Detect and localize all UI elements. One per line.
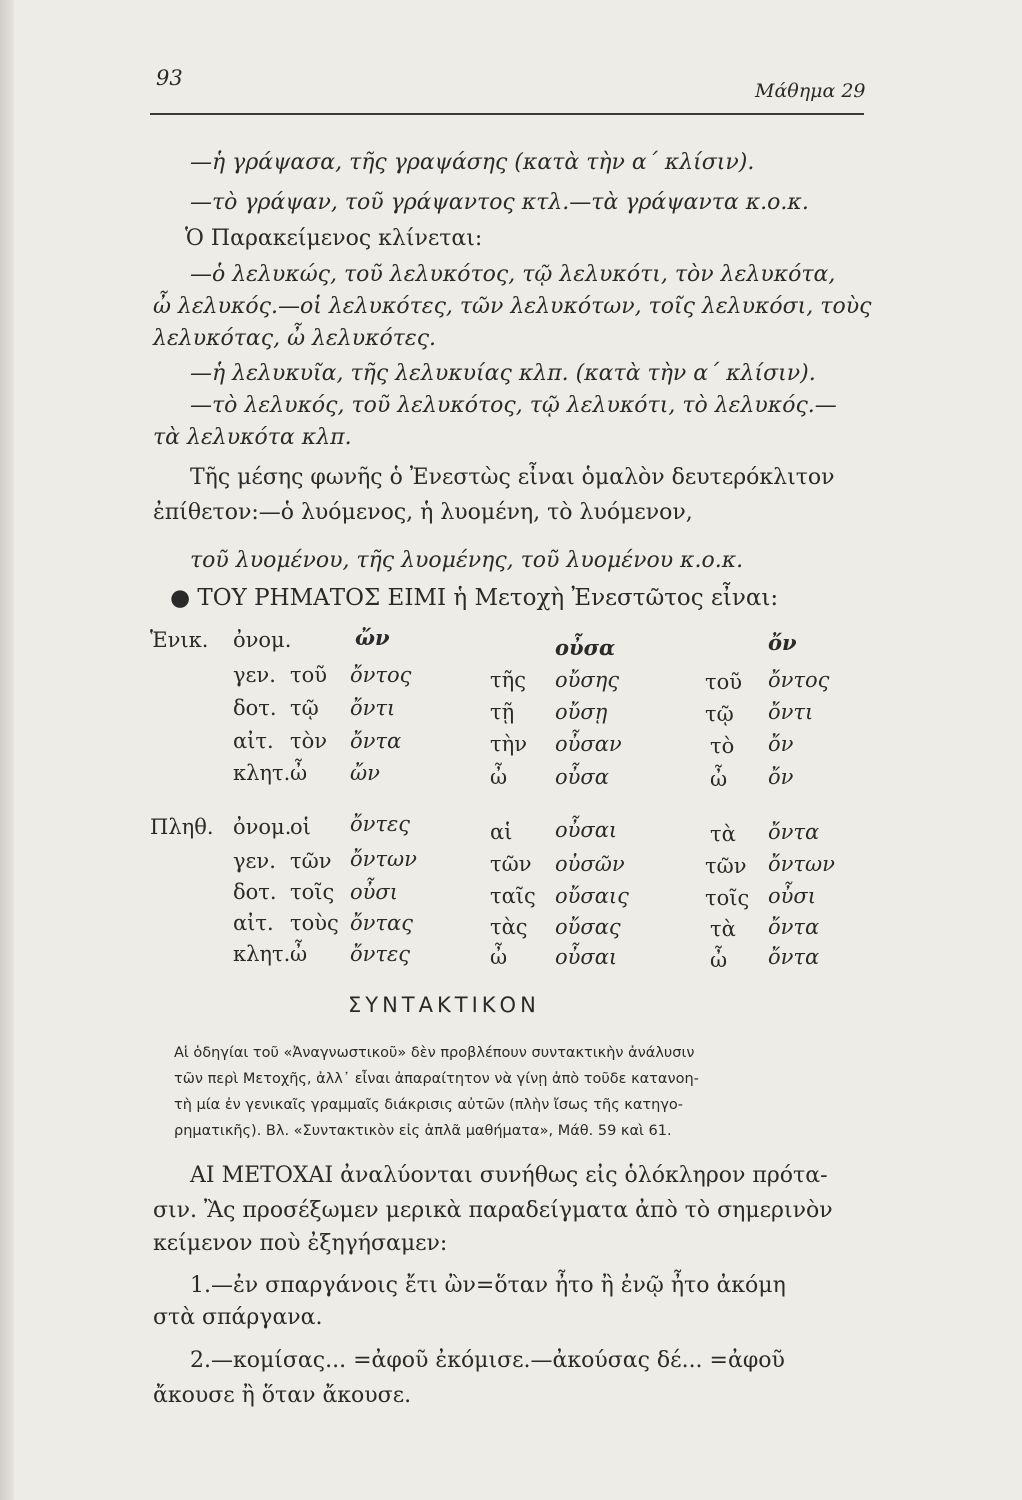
form-word: ὄντων bbox=[350, 847, 417, 871]
case-label: κλητ. bbox=[233, 761, 291, 785]
header-feminine: οὖσα bbox=[555, 635, 616, 660]
syntax-note-line: τῶν περὶ Μετοχῆς, ἀλλ᾿ εἶναι ἀπαραίτητον νὰ γίνῃ ἀπὸ τοῦδε κατανοη- bbox=[174, 1071, 699, 1087]
form-word: ὤν bbox=[350, 761, 380, 785]
header-neuter: ὄν bbox=[768, 630, 797, 655]
form-article: τοῖς bbox=[705, 886, 750, 910]
body-line: κείμενον ποὺ ἐξηγήσαμεν: bbox=[153, 1231, 448, 1256]
lesson-title: Μάθημα 29 bbox=[755, 80, 866, 102]
form-article: ὦ bbox=[710, 767, 728, 791]
form-word: ὄν bbox=[768, 732, 794, 756]
case-label: ὀνομ. bbox=[233, 628, 292, 652]
form-article: τὸ bbox=[710, 734, 735, 758]
form-article: τοῦ bbox=[705, 670, 743, 694]
form-word: οὔσας bbox=[555, 915, 621, 939]
form-article: τοῖς bbox=[290, 880, 335, 904]
case-label: αἰτ. bbox=[233, 911, 274, 935]
form-article: τὰς bbox=[490, 915, 528, 939]
text-line: λελυκότας, ὦ λελυκότες. bbox=[153, 326, 437, 351]
form-article: τὸν bbox=[290, 729, 328, 753]
form-article: τὴν bbox=[490, 732, 527, 756]
book-spine bbox=[0, 0, 14, 1500]
text-line: —ὁ λελυκώς, τοῦ λελυκότος, τῷ λελυκότι, τὸν λελυκότα, bbox=[190, 262, 836, 287]
text-line: —τὸ γράψαν, τοῦ γράψαντος κτλ.—τὰ γράψαντα κ.ο.κ. bbox=[190, 190, 809, 215]
form-article: ὦ bbox=[490, 765, 508, 789]
form-article: τῷ bbox=[705, 702, 734, 726]
plural-label: Πληθ. bbox=[150, 815, 214, 839]
form-article: ὦ bbox=[710, 948, 728, 972]
form-word: ὄντες bbox=[350, 942, 411, 966]
form-word: οὔσης bbox=[555, 668, 620, 692]
case-label: γεν. bbox=[233, 849, 276, 873]
case-label: αἰτ. bbox=[233, 729, 274, 753]
form-article: τὰ bbox=[710, 822, 736, 846]
singular-label: Ἑνικ. bbox=[150, 628, 209, 652]
form-word: ὄντα bbox=[768, 915, 820, 939]
form-word: ὄντας bbox=[350, 911, 413, 935]
form-word: οὔσαις bbox=[555, 884, 629, 908]
text-line: —ἡ λελυκυῖα, τῆς λελυκυίας κλπ. (κατὰ τὴν α΄ κλίσιν). bbox=[190, 361, 816, 386]
syntax-title: ΣΥΝΤΑΚΤΙΚΟΝ bbox=[348, 993, 540, 1017]
case-label: δοτ. bbox=[233, 880, 277, 904]
form-word: ὄντες bbox=[350, 812, 411, 836]
body-line: 1.—ἐν σπαργάνοις ἔτι ὢν=ὅταν ἦτο ἢ ἐνῷ ἦτο ἀκόμη bbox=[190, 1273, 786, 1298]
text-line: —τὸ λελυκός, τοῦ λελυκότος, τῷ λελυκότι, τὸ λελυκός.— bbox=[190, 393, 837, 418]
form-word: ὄντα bbox=[768, 820, 820, 844]
form-article: τοῦ bbox=[290, 663, 328, 687]
text-line: ἐπίθετον:—ὁ λυόμενος, ἡ λυομένη, τὸ λυόμενον, bbox=[153, 500, 693, 525]
form-word: οὖσαι bbox=[555, 945, 618, 969]
form-article: ὦ bbox=[490, 945, 508, 969]
form-word: ὄντι bbox=[350, 696, 396, 720]
form-word: ὄντων bbox=[768, 852, 835, 876]
body-line: σιν. Ἂς προσέξωμεν μερικὰ παραδείγματα ἀπὸ τὸ σημερινὸν bbox=[153, 1198, 833, 1223]
body-line: ΑΙ ΜΕΤΟΧΑΙ ἀναλύονται συνήθως εἰς ὁλόκληρον πρότα- bbox=[190, 1163, 828, 1188]
form-word: ὄντι bbox=[768, 700, 814, 724]
case-label: γεν. bbox=[233, 663, 276, 687]
syntax-note-line: Αἱ ὁδηγίαι τοῦ «Ἀναγνωστικοῦ» δὲν προβλέπουν συντακτικὴν ἀνάλυσιν bbox=[174, 1045, 695, 1061]
text-line: τοῦ λυομένου, τῆς λυομένης, τοῦ λυομένου κ.ο.κ. bbox=[190, 548, 744, 573]
form-word: ὄν bbox=[768, 765, 794, 789]
page-number: 93 bbox=[156, 66, 183, 90]
case-label: ὀνομ. bbox=[233, 815, 292, 839]
text-line: ὦ λελυκός.—οἱ λελυκότες, τῶν λελυκότων, τοῖς λελυκόσι, τοὺς bbox=[153, 294, 872, 319]
form-word: οὔσῃ bbox=[555, 700, 608, 724]
section-heading: ● ΤΟΥ ΡΗΜΑΤΟΣ ΕΙΜΙ ἡ Μετοχὴ Ἐνεστῶτος εἶναι: bbox=[170, 585, 779, 611]
form-word: ὄντα bbox=[768, 945, 820, 969]
form-word: οὐσῶν bbox=[555, 852, 625, 876]
form-article: οἱ bbox=[290, 815, 311, 839]
form-article: τῶν bbox=[290, 849, 332, 873]
form-article: τῆς bbox=[490, 668, 526, 692]
syntax-note-line: ρηματικῆς). Βλ. «Συντακτικὸν εἰς ἁπλᾶ μαθήματα», Μάθ. 59 καὶ 61. bbox=[174, 1123, 672, 1139]
form-article: ὦ bbox=[290, 942, 308, 966]
form-word: ὄντος bbox=[350, 663, 412, 687]
form-article: τὰ bbox=[710, 917, 736, 941]
form-article: τοὺς bbox=[290, 911, 339, 935]
form-article: τῶν bbox=[490, 852, 532, 876]
case-label: κλητ. bbox=[233, 942, 291, 966]
form-article: αἱ bbox=[490, 820, 513, 844]
form-word: οὖσι bbox=[768, 884, 816, 908]
form-article: ταῖς bbox=[490, 884, 536, 908]
form-word: οὖσα bbox=[555, 765, 609, 789]
form-word: ὄντος bbox=[768, 668, 830, 692]
text-line: Τῆς μέσης φωνῆς ὁ Ἐνεστὼς εἶναι ὁμαλὸν δευτερόκλιτον bbox=[190, 465, 835, 490]
form-word: ὄντα bbox=[350, 729, 402, 753]
form-word: οὖσι bbox=[350, 880, 398, 904]
form-article: ὦ bbox=[290, 761, 308, 785]
case-label: δοτ. bbox=[233, 696, 277, 720]
form-article: τῷ bbox=[290, 696, 319, 720]
header-masculine: ὤν bbox=[355, 625, 390, 650]
body-line: ἄκουσε ἢ ὅταν ἄκουσε. bbox=[153, 1383, 412, 1408]
form-word: οὖσαν bbox=[555, 732, 622, 756]
text-line: τὰ λελυκότα κλπ. bbox=[153, 425, 352, 450]
header-rule bbox=[150, 113, 864, 115]
form-word: οὖσαι bbox=[555, 818, 618, 842]
body-line: στὰ σπάργανα. bbox=[153, 1305, 323, 1330]
text-line: Ὁ Παρακείμενος κλίνεται: bbox=[185, 226, 483, 251]
text-line: —ἡ γράψασα, τῆς γραψάσης (κατὰ τὴν α΄ κλίσιν). bbox=[190, 150, 755, 175]
form-article: τῶν bbox=[705, 854, 747, 878]
body-line: 2.—κομίσας... =ἀφοῦ ἐκόμισε.—ἀκούσας δέ... =ἀφοῦ bbox=[190, 1348, 785, 1373]
form-article: τῇ bbox=[490, 700, 515, 724]
syntax-note-line: τὴ μία ἐν γενικαῖς γραμμαῖς διάκρισις αὐτῶν (πλὴν ἴσως τῆς κατηγο- bbox=[174, 1097, 684, 1113]
